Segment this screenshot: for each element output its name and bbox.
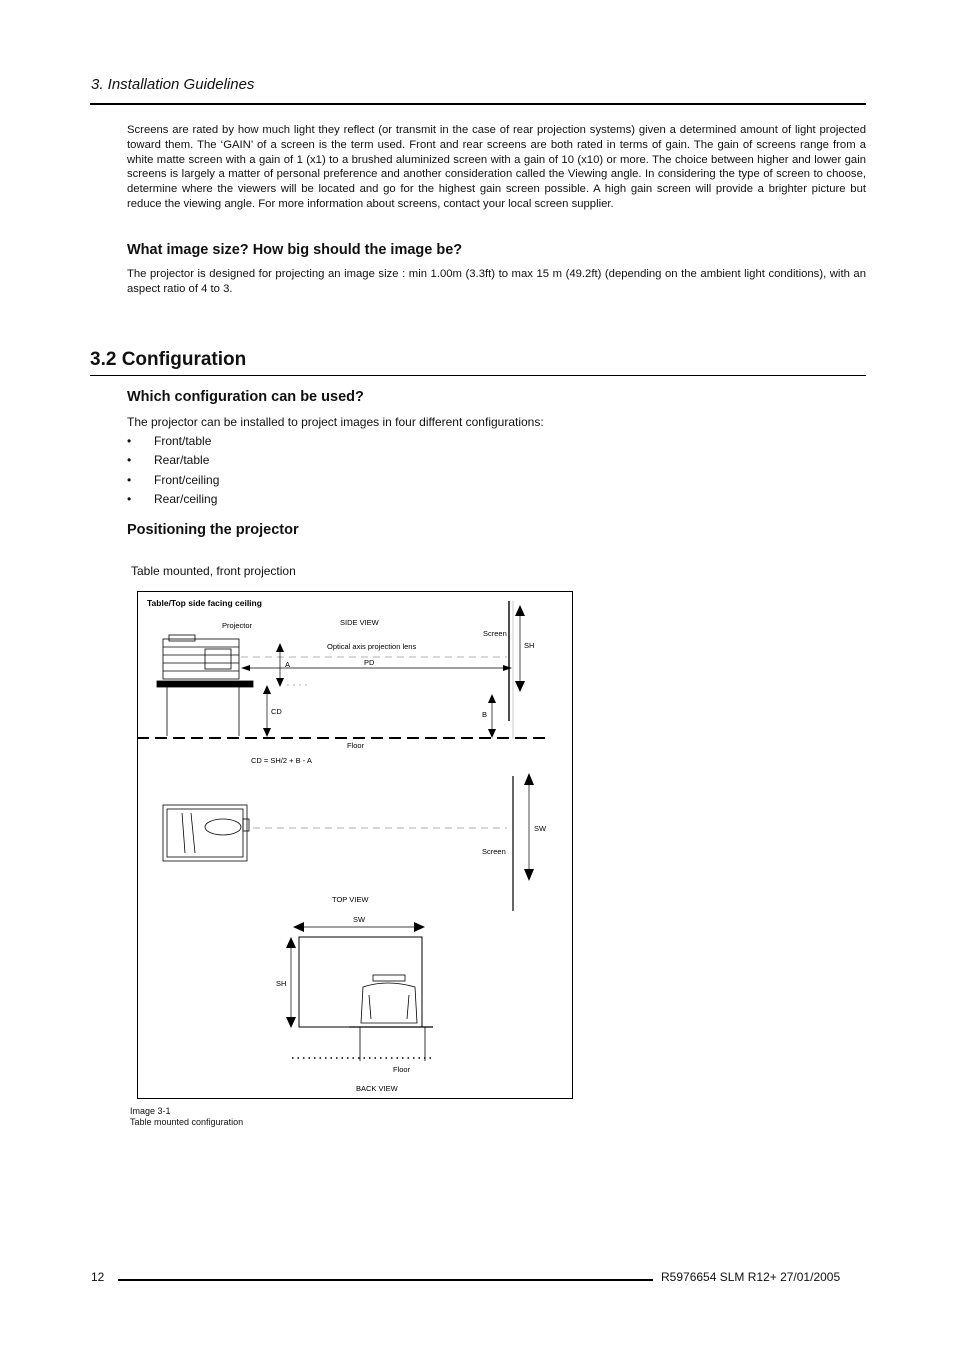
image-caption: [130, 1106, 243, 1128]
box-title: Table/Top side facing ceiling: [147, 598, 262, 608]
side-view-label: SIDE VIEW: [340, 618, 379, 627]
formula-label: CD = SH/2 + B - A: [251, 756, 312, 765]
list-item: [127, 453, 219, 472]
screen-top-label: Screen: [482, 847, 506, 856]
list-item: [127, 492, 219, 511]
a-label: A: [285, 660, 291, 669]
back-view-label: BACK VIEW: [356, 1084, 398, 1093]
sw-top-label: SW: [534, 824, 547, 833]
list-item-label: Front/table: [154, 434, 212, 448]
bullet: •: [127, 492, 132, 507]
image-caption-text: Table mounted configuration: [130, 1117, 244, 1127]
document-reference: R5976654 SLM R12+ 27/01/2005: [661, 1270, 841, 1284]
chapter-title: 3. Installation Guidelines: [91, 76, 255, 93]
list-item: [127, 473, 219, 492]
list-item-label: Front/ceiling: [154, 472, 220, 487]
bullet: •: [127, 453, 132, 468]
projector-back-icon: [349, 975, 433, 1061]
screen-side-label: Screen: [483, 629, 507, 638]
configuration-list: [127, 434, 219, 512]
configuration-subheading: Which configuration can be used?: [127, 389, 364, 405]
configuration-diagram: [137, 591, 573, 1099]
projector-side-icon: [157, 635, 253, 736]
figure-title: Table mounted, front projection: [131, 564, 296, 578]
list-item: [127, 434, 219, 453]
floor-label: Floor: [347, 741, 365, 750]
b-label: B: [482, 710, 488, 719]
projector-top-icon: [163, 805, 249, 861]
cd-label: CD: [271, 707, 282, 716]
top-view-label: TOP VIEW: [332, 895, 369, 904]
sh-side-label: SH: [524, 641, 535, 650]
bullet: •: [127, 472, 132, 487]
back-screen: [299, 937, 422, 1027]
section-rule: [90, 375, 866, 376]
screens-paragraph: Screens are rated by how much light they reflect (or transmit in the case of rear projection systems) given a determined amount of light projected toward them. The ‘GAIN’ of a screen is the term used. Front and rear screens are both rated in terms of gain. The gain of screens range from a white matte screen with a gain of 1 (x1) to a brushed aluminized screen with a gain of 10 (x10) or more. The choice between higher and lower gain screens is largely a matter of personal preference and another consideration called the Viewing angle. In considering the type of screen to choose, determine where the viewers will be located and go for the highest gain screen possible. A high gain screen will provide a brighter picture but reduce the viewing angle. For more information about screens, contact your local screen supplier.: [127, 124, 866, 210]
list-item-label: Rear/ceiling: [154, 492, 218, 507]
header-rule: [90, 103, 866, 105]
sw-back-label: SW: [353, 915, 366, 924]
footer-rule: [118, 1279, 653, 1281]
positioning-heading: Positioning the projector: [127, 522, 299, 538]
pd-label: PD: [364, 658, 375, 667]
image-number: Image 3-1: [130, 1106, 171, 1116]
optical-axis-label: Optical axis projection lens: [327, 642, 417, 651]
projector-label: Projector: [222, 621, 253, 630]
image-size-heading: What image size? How big should the image be?: [127, 242, 463, 258]
sh-back-label: SH: [276, 979, 287, 988]
bullet: •: [127, 434, 132, 448]
image-size-paragraph: The projector is designed for projecting an image size : min 1.00m (3.3ft) to max 15 m (49.2ft) (depending on the ambient light conditions), with an aspect ratio of 4 to 3.: [127, 268, 866, 295]
configuration-intro: The projector can be installed to project images in four different configurations:: [127, 415, 544, 429]
list-item-label: Rear/table: [154, 453, 210, 468]
back-floor-label: Floor: [393, 1065, 411, 1074]
page-number: 12: [91, 1270, 105, 1284]
section-title: 3.2 Configuration: [90, 349, 247, 370]
